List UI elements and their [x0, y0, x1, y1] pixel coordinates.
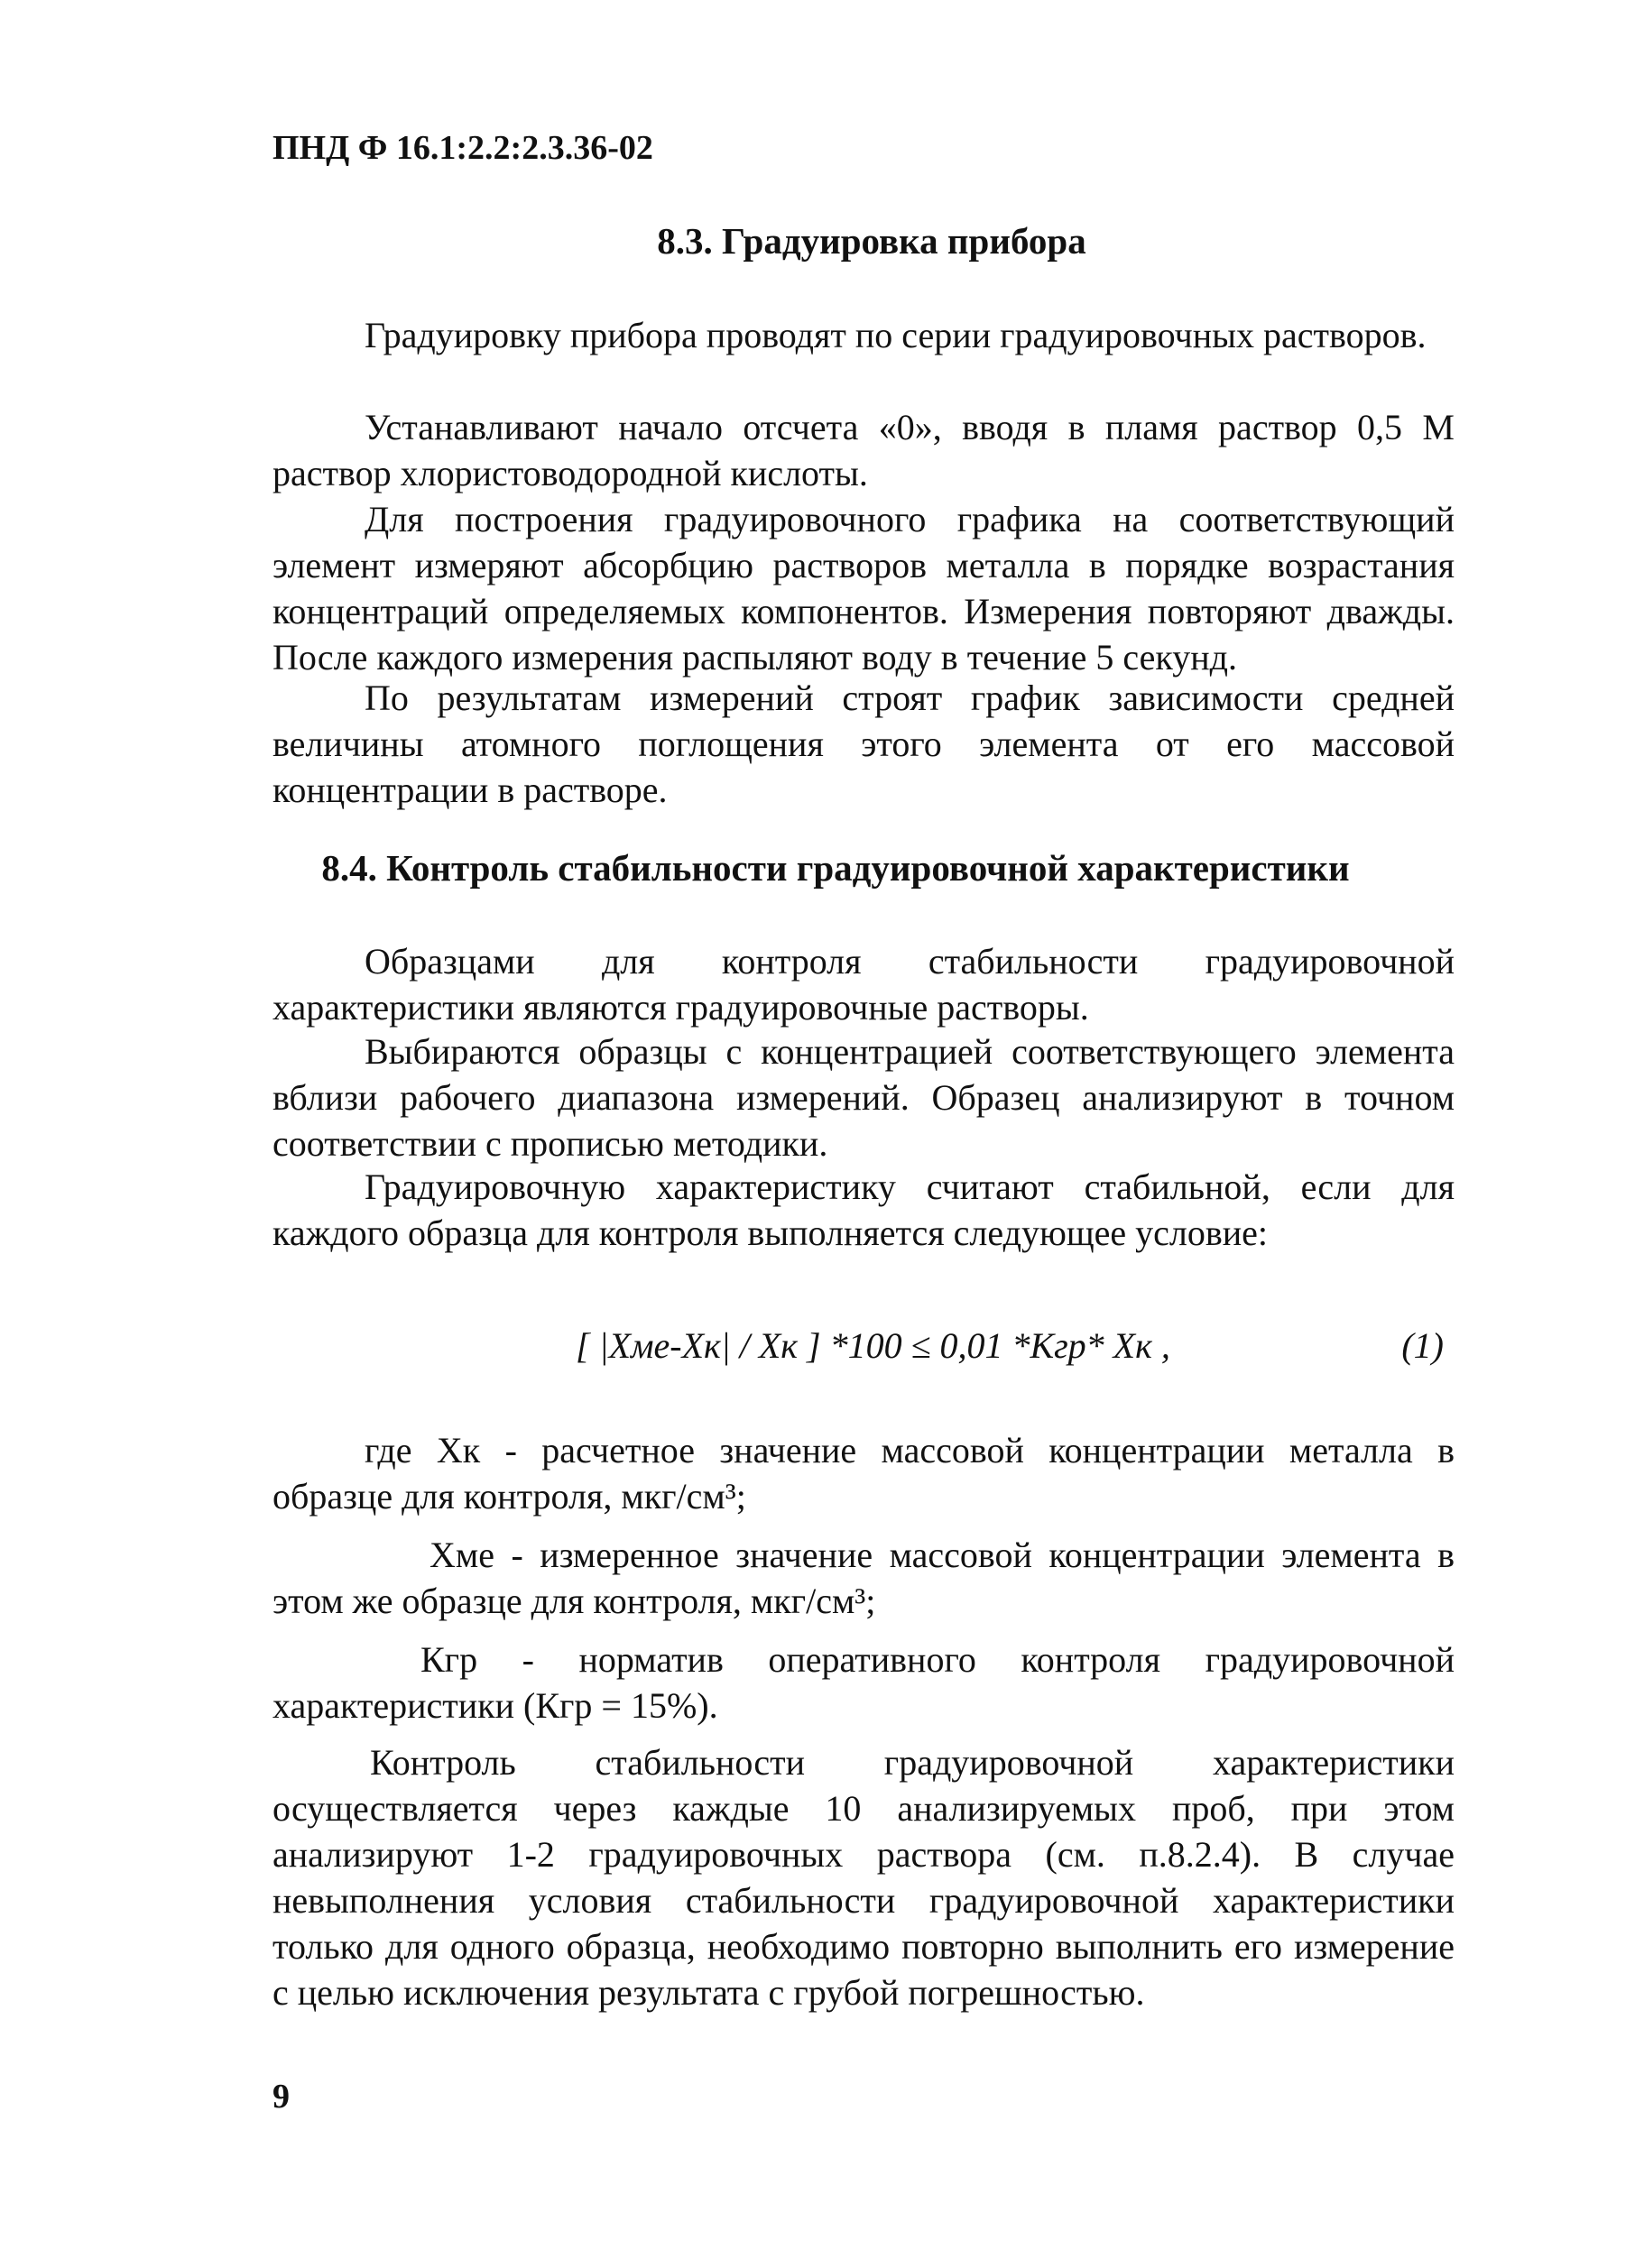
- paragraph: Для построения градуировочного графика на соответствующий элемент измеряют абсорбцию растворов металла в порядке возрастания концентраций определяемых компонентов. Измерения повторяют дважды. После каждого измерения распыляют воду в течение 5 секунд.: [272, 499, 1455, 678]
- definition-item: Кгр - норматив оперативного контроля градуировочной характеристики (Кгр = 15%).: [272, 1639, 1455, 1726]
- stability-formula: [ |Хме-Хк| / Хк ] *100 ≤ 0,01 *Кгр* Хк ,: [576, 1325, 1170, 1366]
- section-heading-calibration: 8.3. Градуировка прибора: [657, 220, 1086, 262]
- paragraph: Выбираются образцы с концентрацией соответствующего элемента вблизи рабочего диапазона измерений. Образец анализируют в точном соответствии с прописью методики.: [272, 1031, 1455, 1164]
- formula-line: [272, 1324, 1455, 1371]
- paragraph: Устанавливают начало отсчета «0», вводя в пламя раствор 0,5 М раствор хлористоводородной кислоты.: [272, 407, 1455, 493]
- definition-item: где Хк - расчетное значение массовой концентрации металла в образце для контроля, мкг/см³;: [272, 1430, 1455, 1517]
- closing-paragraph: Контроль стабильности градуировочной характеристики осуществляется через каждые 10 анализируемых проб, при этом анализируют 1-2 градуировочных раствора (см. п.8.2.4). В случае невыполнения условия стабильности градуировочной характеристики только для одного образца, необходимо повторно выполнить его измерение с целью исключения результата с грубой погрешностью.: [272, 1742, 1455, 2013]
- page-number: 9: [272, 2078, 290, 2116]
- document-id: ПНД Ф 16.1:2.2:2.3.36-02: [272, 129, 653, 167]
- paragraph: Градуировочную характеристику считают стабильной, если для каждого образца для контроля выполняется следующее условие:: [272, 1166, 1455, 1253]
- paragraph: Градуировку прибора проводят по серии градуировочных растворов.: [365, 315, 1427, 355]
- paragraph: Образцами для контроля стабильности градуировочной характеристики являются градуировочные растворы.: [272, 941, 1455, 1028]
- paragraph: По результатам измерений строят график зависимости средней величины атомного поглощения этого элемента от его массовой концентрации в растворе.: [272, 678, 1455, 810]
- section-heading-stability-control: 8.4. Контроль стабильности градуировочной характеристики: [321, 847, 1350, 889]
- definitions-list: [272, 1427, 1455, 1729]
- formula-number: (1): [1401, 1325, 1444, 1366]
- definition-item: Хме - измеренное значение массовой концентрации элемента в этом же образце для контроля, мкг/см³;: [272, 1535, 1455, 1621]
